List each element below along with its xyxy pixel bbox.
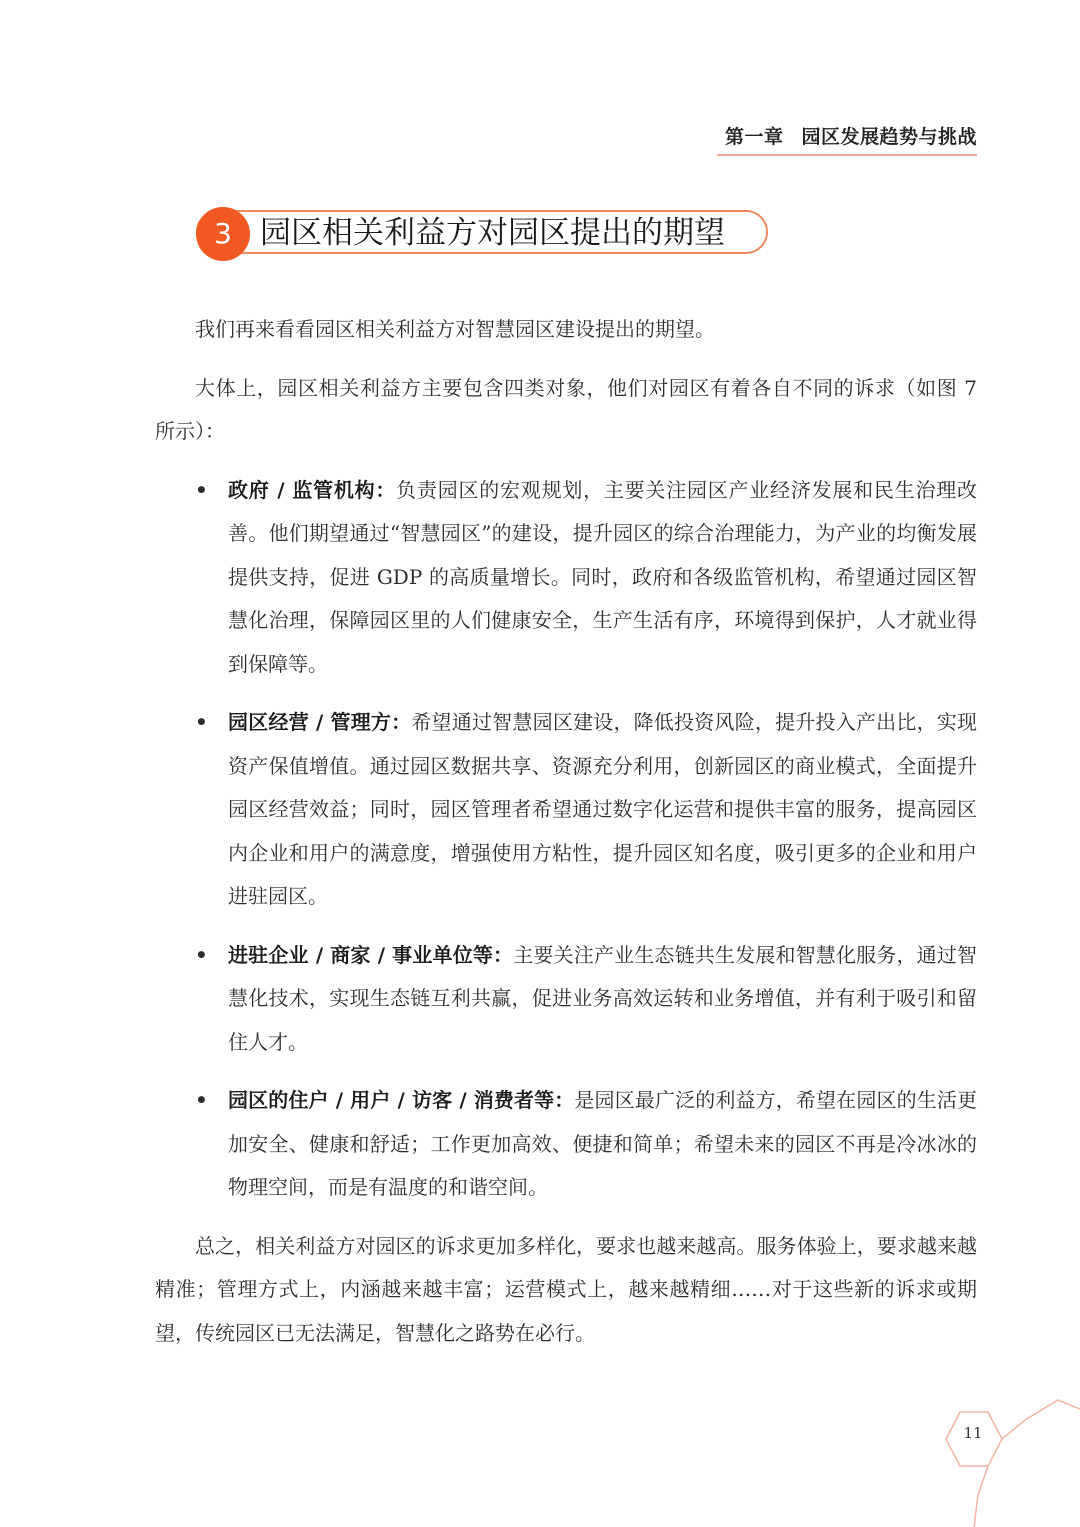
list-item	[155, 934, 977, 1065]
overview-paragraph: 大体上，园区相关利益方主要包含四类对象，他们对园区有着各自不同的诉求（如图 7 所示）：	[155, 375, 977, 443]
stakeholder-list	[155, 469, 977, 1210]
list-item-term: 进驻企业 / 商家 / 事业单位等：	[228, 942, 514, 967]
list-item	[155, 1079, 977, 1210]
list-item-term: 政府 / 监管机构：	[228, 477, 397, 502]
list-item-text: 希望通过智慧园区建设，降低投资风险，提升投入产出比，实现资产保值增值。通过园区数据共享、资源充分利用，创新园区的商业模式，全面提升园区经营效益；同时，园区管理者希望通过数字化运营和提供丰富的服务，提高园区内企业和用户的满意度，增强使用方粘性，提升园区知名度，吸引更多的企业和用户进驻园区。	[228, 710, 978, 908]
bullet-icon: •	[195, 942, 208, 967]
chapter-number: 第一章	[724, 126, 784, 148]
section-title: 园区相关利益方对园区提出的期望	[260, 215, 725, 251]
decor-line-upper	[1002, 1400, 1080, 1439]
bullet-icon: •	[195, 1088, 208, 1112]
list-item-term: 园区经营 / 管理方：	[228, 710, 412, 734]
intro-paragraph: 我们再来看看园区相关利益方对智慧园区建设提出的期望。	[195, 317, 715, 341]
list-item-text: 主要关注产业生态链共生发展和智慧化服务，通过智慧化技术，实现生态链互利共赢，促进业务高效运转和业务增值，并有利于吸引和留住人才。	[228, 942, 977, 1054]
hexagon-decoration	[930, 1385, 1080, 1527]
chapter-header	[725, 122, 977, 149]
decor-line-lower	[974, 1466, 988, 1527]
list-item	[155, 469, 977, 687]
bullet-icon: •	[195, 477, 208, 502]
page-number: 11	[963, 1424, 983, 1442]
body-content	[155, 308, 977, 1370]
section-number-badge: 3	[196, 207, 250, 261]
list-item-text: 负责园区的宏观规划，主要关注园区产业经济发展和民生治理改善。他们期望通过“智慧园区”的建设，提升园区的综合治理能力，为产业的均衡发展提供支持，促进 GDP 的高质量增长。同时，政府和各级监管机构，希望通过园区智慧化治理，保障园区里的人们健康安全，生产生活有序，环境得到保护，人才就业得到保障等。	[228, 477, 977, 676]
chapter-title: 园区发展趋势与挑战	[801, 126, 977, 148]
list-item	[155, 701, 977, 919]
list-item-term: 园区的住户 / 用户 / 访客 / 消费者等：	[228, 1088, 575, 1112]
list-item-text: 是园区最广泛的利益方，希望在园区的生活更加安全、健康和舒适；工作更加高效、便捷和简单；希望未来的园区不再是冷冰冰的物理空间，而是有温度的和谐空间。	[228, 1088, 978, 1199]
conclusion-paragraph: 总之，相关利益方对园区的诉求更加多样化，要求也越来越高。服务体验上，要求越来越精准；管理方式上，内涵越来越丰富；运营模式上，越来越精细……对于这些新的诉求或期望，传统园区已无法满足，智慧化之路势在必行。	[155, 1233, 977, 1345]
bullet-icon: •	[195, 710, 208, 734]
chapter-header-rule	[717, 154, 977, 156]
